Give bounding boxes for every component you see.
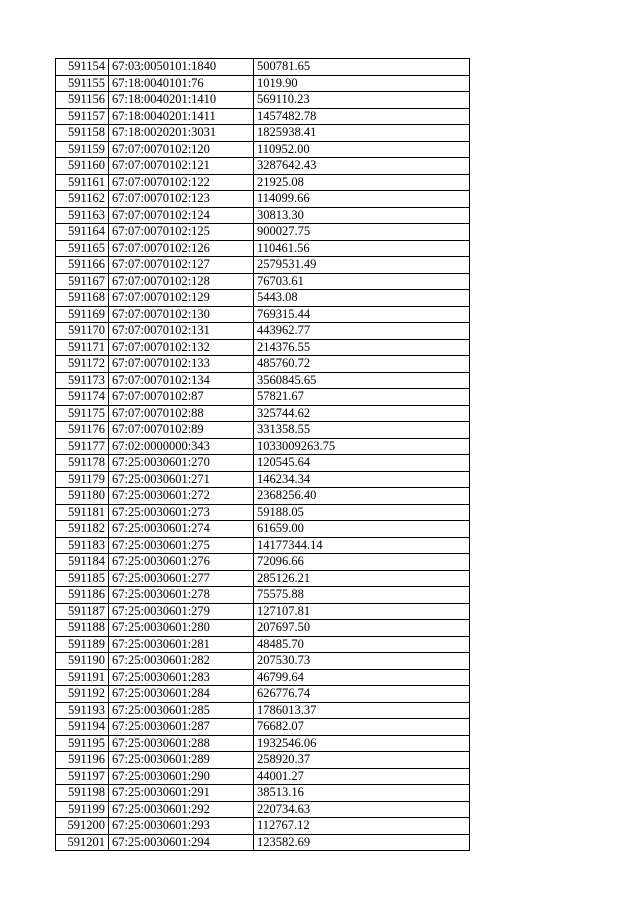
cadastral-value-cell: 769315.44	[254, 306, 470, 323]
cadastral-number-cell: 67:07:0070102:89	[109, 422, 254, 439]
cadastral-value-cell: 112767.12	[254, 818, 470, 835]
table-row	[56, 356, 470, 373]
row-number-cell: 591173	[56, 372, 109, 389]
row-number-cell: 591174	[56, 389, 109, 406]
table-row	[56, 323, 470, 340]
row-number-cell: 591200	[56, 818, 109, 835]
row-number-cell: 591162	[56, 191, 109, 208]
cadastral-number-cell: 67:07:0070102:87	[109, 389, 254, 406]
cadastral-value-cell: 21925.08	[254, 174, 470, 191]
cadastral-number-cell: 67:18:0020201:3031	[109, 125, 254, 142]
row-number-cell: 591184	[56, 554, 109, 571]
cadastral-number-cell: 67:07:0070102:120	[109, 141, 254, 158]
cadastral-value-cell: 1033009263.75	[254, 438, 470, 455]
cadastral-number-cell: 67:02:0000000:343	[109, 438, 254, 455]
row-number-cell: 591169	[56, 306, 109, 323]
table-body	[56, 59, 470, 851]
cadastral-number-cell: 67:25:0030601:274	[109, 521, 254, 538]
cadastral-number-cell: 67:25:0030601:270	[109, 455, 254, 472]
row-number-cell: 591188	[56, 620, 109, 637]
cadastral-value-cell: 1457482.78	[254, 108, 470, 125]
row-number-cell: 591186	[56, 587, 109, 604]
row-number-cell: 591163	[56, 207, 109, 224]
cadastral-value-cell: 46799.64	[254, 669, 470, 686]
row-number-cell: 591165	[56, 240, 109, 257]
cadastral-value-cell: 30813.30	[254, 207, 470, 224]
cadastral-number-cell: 67:25:0030601:288	[109, 735, 254, 752]
row-number-cell: 591196	[56, 752, 109, 769]
cadastral-number-cell: 67:25:0030601:283	[109, 669, 254, 686]
cadastral-number-cell: 67:25:0030601:285	[109, 702, 254, 719]
cadastral-value-cell: 38513.16	[254, 785, 470, 802]
cadastral-number-cell: 67:18:0040101:76	[109, 75, 254, 92]
cadastral-number-cell: 67:25:0030601:291	[109, 785, 254, 802]
table-row	[56, 273, 470, 290]
table-row	[56, 108, 470, 125]
table-row	[56, 158, 470, 175]
cadastral-value-cell: 485760.72	[254, 356, 470, 373]
cadastral-value-cell: 61659.00	[254, 521, 470, 538]
cadastral-number-cell: 67:25:0030601:276	[109, 554, 254, 571]
cadastral-number-cell: 67:25:0030601:271	[109, 471, 254, 488]
cadastral-value-cell: 325744.62	[254, 405, 470, 422]
cadastral-number-cell: 67:25:0030601:287	[109, 719, 254, 736]
row-number-cell: 591193	[56, 702, 109, 719]
cadastral-number-cell: 67:07:0070102:133	[109, 356, 254, 373]
table-row	[56, 438, 470, 455]
table-row	[56, 306, 470, 323]
row-number-cell: 591201	[56, 834, 109, 851]
table-row	[56, 141, 470, 158]
cadastral-number-cell: 67:25:0030601:275	[109, 537, 254, 554]
row-number-cell: 591179	[56, 471, 109, 488]
table-row	[56, 339, 470, 356]
table-row	[56, 785, 470, 802]
table-row	[56, 257, 470, 274]
row-number-cell: 591166	[56, 257, 109, 274]
cadastral-number-cell: 67:25:0030601:273	[109, 504, 254, 521]
row-number-cell: 591158	[56, 125, 109, 142]
table-row	[56, 240, 470, 257]
table-row	[56, 405, 470, 422]
table-row	[56, 504, 470, 521]
cadastral-value-cell: 120545.64	[254, 455, 470, 472]
table-row	[56, 768, 470, 785]
cadastral-number-cell: 67:25:0030601:280	[109, 620, 254, 637]
cadastral-number-cell: 67:07:0070102:134	[109, 372, 254, 389]
cadastral-number-cell: 67:07:0070102:122	[109, 174, 254, 191]
row-number-cell: 591189	[56, 636, 109, 653]
cadastral-number-cell: 67:07:0070102:127	[109, 257, 254, 274]
cadastral-value-cell: 110461.56	[254, 240, 470, 257]
cadastral-value-cell: 207697.50	[254, 620, 470, 637]
cadastral-number-cell: 67:25:0030601:277	[109, 570, 254, 587]
cadastral-value-cell: 48485.70	[254, 636, 470, 653]
table-row	[56, 191, 470, 208]
table-row	[56, 587, 470, 604]
cadastral-number-cell: 67:03:0050101:1840	[109, 59, 254, 76]
cadastral-value-cell: 220734.63	[254, 801, 470, 818]
row-number-cell: 591170	[56, 323, 109, 340]
cadastral-number-cell: 67:25:0030601:284	[109, 686, 254, 703]
row-number-cell: 591156	[56, 92, 109, 109]
cadastral-number-cell: 67:18:0040201:1410	[109, 92, 254, 109]
cadastral-number-cell: 67:07:0070102:130	[109, 306, 254, 323]
cadastral-number-cell: 67:07:0070102:121	[109, 158, 254, 175]
row-number-cell: 591191	[56, 669, 109, 686]
cadastral-number-cell: 67:07:0070102:124	[109, 207, 254, 224]
table-row	[56, 801, 470, 818]
cadastral-value-cell: 76682.07	[254, 719, 470, 736]
table-row	[56, 488, 470, 505]
cadastral-value-cell: 285126.21	[254, 570, 470, 587]
table-row	[56, 818, 470, 835]
row-number-cell: 591178	[56, 455, 109, 472]
cadastral-value-cell: 1825938.41	[254, 125, 470, 142]
cadastral-value-cell: 569110.23	[254, 92, 470, 109]
cadastral-value-cell: 127107.81	[254, 603, 470, 620]
row-number-cell: 591199	[56, 801, 109, 818]
row-number-cell: 591157	[56, 108, 109, 125]
table-row	[56, 174, 470, 191]
cadastral-number-cell: 67:25:0030601:289	[109, 752, 254, 769]
cadastral-number-cell: 67:18:0040201:1411	[109, 108, 254, 125]
table-row	[56, 59, 470, 76]
cadastral-value-cell: 57821.67	[254, 389, 470, 406]
cadastral-number-cell: 67:25:0030601:278	[109, 587, 254, 604]
table-row	[56, 669, 470, 686]
row-number-cell: 591180	[56, 488, 109, 505]
cadastral-value-cell: 76703.61	[254, 273, 470, 290]
table-row	[56, 389, 470, 406]
cadastral-number-cell: 67:25:0030601:282	[109, 653, 254, 670]
cadastral-number-cell: 67:07:0070102:88	[109, 405, 254, 422]
cadastral-number-cell: 67:07:0070102:132	[109, 339, 254, 356]
table-row	[56, 636, 470, 653]
table-row	[56, 686, 470, 703]
table-row	[56, 207, 470, 224]
row-number-cell: 591167	[56, 273, 109, 290]
table-row	[56, 92, 470, 109]
table-row	[56, 224, 470, 241]
table-row	[56, 702, 470, 719]
cadastral-number-cell: 67:25:0030601:292	[109, 801, 254, 818]
table-row	[56, 570, 470, 587]
cadastral-number-cell: 67:25:0030601:293	[109, 818, 254, 835]
cadastral-value-cell: 1932546.06	[254, 735, 470, 752]
table-row	[56, 603, 470, 620]
table-row	[56, 75, 470, 92]
cadastral-value-cell: 72096.66	[254, 554, 470, 571]
row-number-cell: 591194	[56, 719, 109, 736]
table-row	[56, 455, 470, 472]
cadastral-value-cell: 2579531.49	[254, 257, 470, 274]
row-number-cell: 591183	[56, 537, 109, 554]
table-row	[56, 620, 470, 637]
cadastral-value-cell: 110952.00	[254, 141, 470, 158]
cadastral-value-cell: 59188.05	[254, 504, 470, 521]
cadastral-value-cell: 75575.88	[254, 587, 470, 604]
cadastral-value-cell: 146234.34	[254, 471, 470, 488]
table-row	[56, 554, 470, 571]
row-number-cell: 591187	[56, 603, 109, 620]
table-row	[56, 125, 470, 142]
cadastral-value-cell: 500781.65	[254, 59, 470, 76]
table-row	[56, 735, 470, 752]
row-number-cell: 591197	[56, 768, 109, 785]
cadastral-value-cell: 900027.75	[254, 224, 470, 241]
row-number-cell: 591168	[56, 290, 109, 307]
cadastral-value-cell: 626776.74	[254, 686, 470, 703]
row-number-cell: 591181	[56, 504, 109, 521]
cadastral-value-cell: 1786013.37	[254, 702, 470, 719]
cadastral-value-cell: 258920.37	[254, 752, 470, 769]
cadastral-value-cell: 214376.55	[254, 339, 470, 356]
cadastral-number-cell: 67:25:0030601:281	[109, 636, 254, 653]
cadastral-number-cell: 67:25:0030601:290	[109, 768, 254, 785]
cadastral-value-cell: 331358.55	[254, 422, 470, 439]
row-number-cell: 591190	[56, 653, 109, 670]
table-row	[56, 752, 470, 769]
row-number-cell: 591185	[56, 570, 109, 587]
cadastral-value-cell: 44001.27	[254, 768, 470, 785]
table-row	[56, 290, 470, 307]
row-number-cell: 591172	[56, 356, 109, 373]
cadastral-number-cell: 67:25:0030601:279	[109, 603, 254, 620]
table-row	[56, 653, 470, 670]
cadastral-value-cell: 5443.08	[254, 290, 470, 307]
cadastral-value-cell: 207530.73	[254, 653, 470, 670]
table-row	[56, 834, 470, 851]
cadastral-value-cell: 1019.90	[254, 75, 470, 92]
table-row	[56, 422, 470, 439]
table-row	[56, 537, 470, 554]
cadastral-number-cell: 67:07:0070102:131	[109, 323, 254, 340]
cadastral-value-cell: 2368256.40	[254, 488, 470, 505]
row-number-cell: 591192	[56, 686, 109, 703]
row-number-cell: 591159	[56, 141, 109, 158]
cadastral-value-cell: 443962.77	[254, 323, 470, 340]
row-number-cell: 591154	[56, 59, 109, 76]
cadastral-number-cell: 67:07:0070102:125	[109, 224, 254, 241]
row-number-cell: 591164	[56, 224, 109, 241]
row-number-cell: 591198	[56, 785, 109, 802]
row-number-cell: 591161	[56, 174, 109, 191]
cadastral-number-cell: 67:25:0030601:272	[109, 488, 254, 505]
table-row	[56, 521, 470, 538]
row-number-cell: 591160	[56, 158, 109, 175]
row-number-cell: 591155	[56, 75, 109, 92]
cadastral-value-table	[55, 58, 470, 851]
cadastral-value-cell: 114099.66	[254, 191, 470, 208]
row-number-cell: 591195	[56, 735, 109, 752]
cadastral-number-cell: 67:07:0070102:123	[109, 191, 254, 208]
table-row	[56, 372, 470, 389]
cadastral-number-cell: 67:07:0070102:126	[109, 240, 254, 257]
cadastral-value-cell: 3560845.65	[254, 372, 470, 389]
cadastral-number-cell: 67:07:0070102:129	[109, 290, 254, 307]
row-number-cell: 591182	[56, 521, 109, 538]
table-row	[56, 719, 470, 736]
row-number-cell: 591175	[56, 405, 109, 422]
cadastral-number-cell: 67:25:0030601:294	[109, 834, 254, 851]
row-number-cell: 591177	[56, 438, 109, 455]
row-number-cell: 591171	[56, 339, 109, 356]
cadastral-value-cell: 14177344.14	[254, 537, 470, 554]
cadastral-value-cell: 123582.69	[254, 834, 470, 851]
table-row	[56, 471, 470, 488]
cadastral-value-cell: 3287642.43	[254, 158, 470, 175]
row-number-cell: 591176	[56, 422, 109, 439]
cadastral-number-cell: 67:07:0070102:128	[109, 273, 254, 290]
